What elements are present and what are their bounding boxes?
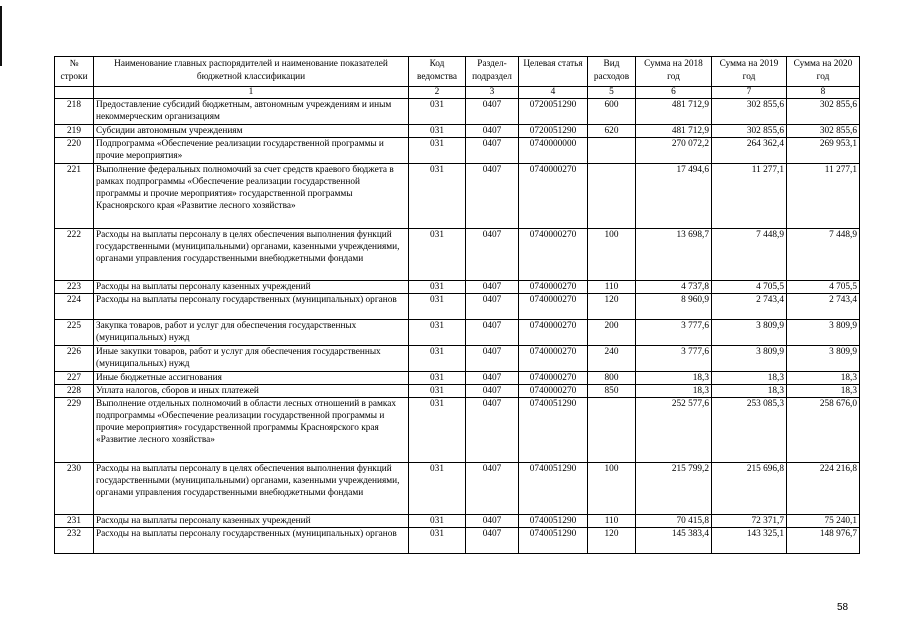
- row-dept-code: 031: [409, 138, 466, 164]
- row-sum-2018: 215 799,2: [636, 463, 712, 515]
- row-section: 0407: [466, 99, 519, 125]
- row-sum-2020: 18,3: [787, 385, 860, 398]
- row-name: Подпрограмма «Обеспечение реализации государственной программы и прочие мероприятия»: [94, 138, 409, 164]
- row-name: Расходы на выплаты персоналу государственных (муниципальных) органов: [94, 528, 409, 554]
- header-dept-code: Код ведомства: [409, 57, 466, 87]
- row-sum-2018: 4 737,8: [636, 281, 712, 294]
- row-target-article: 0740000270: [519, 294, 588, 320]
- row-dept-code: 031: [409, 320, 466, 346]
- row-section: 0407: [466, 398, 519, 463]
- table-row: [55, 463, 860, 515]
- row-dept-code: 031: [409, 229, 466, 281]
- row-sum-2019: 302 855,6: [712, 99, 787, 125]
- row-target-article: 0720051290: [519, 125, 588, 138]
- row-name: Расходы на выплаты персоналу в целях обеспечения выполнения функций государственными (муниципальными) органами, казенными учреждениями, органами управления государственными внебюджетными фондами: [94, 463, 409, 515]
- table-header: [55, 57, 860, 99]
- row-target-article: 0740051290: [519, 528, 588, 554]
- row-name: Субсидии автономным учреждениям: [94, 125, 409, 138]
- row-number: 226: [55, 346, 94, 372]
- row-expense-type: 620: [588, 125, 636, 138]
- row-number: 219: [55, 125, 94, 138]
- row-name: Предоставление субсидий бюджетным, автономным учреждениям и иным некоммерческим организациям: [94, 99, 409, 125]
- row-number: 224: [55, 294, 94, 320]
- row-section: 0407: [466, 281, 519, 294]
- header-target-article: Целевая статья: [519, 57, 588, 87]
- header-row: [55, 57, 860, 87]
- row-number: 225: [55, 320, 94, 346]
- header-row-number: № строки: [55, 57, 94, 87]
- row-name: Выполнение федеральных полномочий за счет средств краевого бюджета в рамках подпрограммы «Обеспечение реализации государственной программы и прочие мероприятия» государственной программы Красноярского края «Развитие лесного хозяйства»: [94, 164, 409, 229]
- row-dept-code: 031: [409, 281, 466, 294]
- table-row: [55, 164, 860, 229]
- row-dept-code: 031: [409, 346, 466, 372]
- table-row: [55, 229, 860, 281]
- row-name: Расходы на выплаты персоналу государственных (муниципальных) органов: [94, 294, 409, 320]
- row-expense-type: 110: [588, 281, 636, 294]
- row-section: 0407: [466, 138, 519, 164]
- row-sum-2020: 18,3: [787, 372, 860, 385]
- row-sum-2018: 17 494,6: [636, 164, 712, 229]
- row-expense-type: 100: [588, 463, 636, 515]
- row-sum-2020: 269 953,1: [787, 138, 860, 164]
- row-sum-2018: 8 960,9: [636, 294, 712, 320]
- table-row: [55, 281, 860, 294]
- row-dept-code: 031: [409, 398, 466, 463]
- row-number: 232: [55, 528, 94, 554]
- row-number: 228: [55, 385, 94, 398]
- row-dept-code: 031: [409, 385, 466, 398]
- table-row: [55, 99, 860, 125]
- table-row: [55, 528, 860, 554]
- row-expense-type: 850: [588, 385, 636, 398]
- row-dept-code: 031: [409, 99, 466, 125]
- row-number: 230: [55, 463, 94, 515]
- row-number: 218: [55, 99, 94, 125]
- header-sum-2019: Сумма на 2019 год: [712, 57, 787, 87]
- row-sum-2019: 18,3: [712, 385, 787, 398]
- row-expense-type: [588, 138, 636, 164]
- row-expense-type: 120: [588, 294, 636, 320]
- row-expense-type: 240: [588, 346, 636, 372]
- row-dept-code: 031: [409, 372, 466, 385]
- row-expense-type: [588, 398, 636, 463]
- row-name: Иные бюджетные ассигнования: [94, 372, 409, 385]
- row-sum-2019: 253 085,3: [712, 398, 787, 463]
- row-number: 220: [55, 138, 94, 164]
- row-sum-2018: 270 072,2: [636, 138, 712, 164]
- header-sum-2018: Сумма на 2018 год: [636, 57, 712, 87]
- row-sum-2020: 2 743,4: [787, 294, 860, 320]
- row-expense-type: 600: [588, 99, 636, 125]
- row-section: 0407: [466, 463, 519, 515]
- row-expense-type: 100: [588, 229, 636, 281]
- column-number: 1: [94, 87, 409, 99]
- row-sum-2020: 148 976,7: [787, 528, 860, 554]
- row-name: Расходы на выплаты персоналу в целях обеспечения выполнения функций государственными (муниципальными) органами, казенными учреждениями, органами управления государственными внебюджетными фондами: [94, 229, 409, 281]
- table-row: [55, 515, 860, 528]
- row-sum-2019: 4 705,5: [712, 281, 787, 294]
- column-number: 4: [519, 87, 588, 99]
- row-name: Расходы на выплаты персоналу казенных учреждений: [94, 515, 409, 528]
- row-sum-2018: 3 777,6: [636, 346, 712, 372]
- row-name: Закупка товаров, работ и услуг для обеспечения государственных (муниципальных) нужд: [94, 320, 409, 346]
- row-target-article: 0740000270: [519, 229, 588, 281]
- row-section: 0407: [466, 372, 519, 385]
- row-section: 0407: [466, 125, 519, 138]
- row-name: Иные закупки товаров, работ и услуг для обеспечения государственных (муниципальных) нужд: [94, 346, 409, 372]
- row-section: 0407: [466, 346, 519, 372]
- row-expense-type: 120: [588, 528, 636, 554]
- row-section: 0407: [466, 294, 519, 320]
- column-number: 3: [466, 87, 519, 99]
- row-target-article: 0740000000: [519, 138, 588, 164]
- row-sum-2020: 75 240,1: [787, 515, 860, 528]
- row-sum-2019: 302 855,6: [712, 125, 787, 138]
- row-sum-2020: 3 809,9: [787, 320, 860, 346]
- table-row: [55, 398, 860, 463]
- table-row: [55, 346, 860, 372]
- row-sum-2019: 72 371,7: [712, 515, 787, 528]
- table-row: [55, 320, 860, 346]
- table-row: [55, 138, 860, 164]
- row-sum-2020: 302 855,6: [787, 99, 860, 125]
- row-number: 222: [55, 229, 94, 281]
- row-sum-2020: 4 705,5: [787, 281, 860, 294]
- row-expense-type: 200: [588, 320, 636, 346]
- row-sum-2018: 13 698,7: [636, 229, 712, 281]
- row-section: 0407: [466, 385, 519, 398]
- row-sum-2019: 2 743,4: [712, 294, 787, 320]
- row-target-article: 0720051290: [519, 99, 588, 125]
- column-number: 5: [588, 87, 636, 99]
- row-number: 223: [55, 281, 94, 294]
- table-row: [55, 372, 860, 385]
- row-sum-2020: 3 809,9: [787, 346, 860, 372]
- row-target-article: 0740000270: [519, 320, 588, 346]
- column-number: 2: [409, 87, 466, 99]
- column-number: 6: [636, 87, 712, 99]
- page-number: 58: [837, 602, 849, 613]
- header-name: Наименование главных распорядителей и наименование показателей бюджетной классификации: [94, 57, 409, 87]
- row-target-article: 0740000270: [519, 372, 588, 385]
- row-expense-type: 110: [588, 515, 636, 528]
- row-dept-code: 031: [409, 294, 466, 320]
- table-row: [55, 385, 860, 398]
- row-target-article: 0740000270: [519, 281, 588, 294]
- row-sum-2018: 70 415,8: [636, 515, 712, 528]
- row-section: 0407: [466, 164, 519, 229]
- row-target-article: 0740000270: [519, 164, 588, 229]
- row-sum-2019: 215 696,8: [712, 463, 787, 515]
- column-number: 8: [787, 87, 860, 99]
- row-dept-code: 031: [409, 515, 466, 528]
- row-sum-2019: 3 809,9: [712, 346, 787, 372]
- row-sum-2019: 7 448,9: [712, 229, 787, 281]
- table-row: [55, 125, 860, 138]
- row-target-article: 0740000270: [519, 346, 588, 372]
- row-number: 221: [55, 164, 94, 229]
- row-number: 227: [55, 372, 94, 385]
- row-name: Расходы на выплаты персоналу казенных учреждений: [94, 281, 409, 294]
- row-expense-type: [588, 164, 636, 229]
- row-sum-2019: 3 809,9: [712, 320, 787, 346]
- row-target-article: 0740051290: [519, 463, 588, 515]
- row-sum-2020: 302 855,6: [787, 125, 860, 138]
- row-dept-code: 031: [409, 125, 466, 138]
- budget-table: [54, 56, 860, 554]
- column-number: [55, 87, 94, 99]
- row-sum-2018: 481 712,9: [636, 125, 712, 138]
- row-dept-code: 031: [409, 463, 466, 515]
- row-sum-2019: 264 362,4: [712, 138, 787, 164]
- row-target-article: 0740000270: [519, 385, 588, 398]
- page-edge-mark: [0, 6, 2, 66]
- row-name: Уплата налогов, сборов и иных платежей: [94, 385, 409, 398]
- column-number-row: [55, 87, 860, 99]
- row-sum-2020: 258 676,0: [787, 398, 860, 463]
- header-sum-2020: Сумма на 2020 год: [787, 57, 860, 87]
- row-sum-2020: 11 277,1: [787, 164, 860, 229]
- row-section: 0407: [466, 515, 519, 528]
- row-sum-2018: 18,3: [636, 372, 712, 385]
- row-dept-code: 031: [409, 528, 466, 554]
- row-name: Выполнение отдельных полномочий в области лесных отношений в рамках подпрограммы «Обеспечение реализации государственной программы и прочие мероприятия» государственной программы Красноярского края «Развитие лесного хозяйства»: [94, 398, 409, 463]
- row-sum-2019: 18,3: [712, 372, 787, 385]
- column-number: 7: [712, 87, 787, 99]
- row-sum-2019: 143 325,1: [712, 528, 787, 554]
- row-number: 229: [55, 398, 94, 463]
- row-section: 0407: [466, 320, 519, 346]
- table-body: [55, 99, 860, 554]
- row-sum-2018: 145 383,4: [636, 528, 712, 554]
- header-section: Раздел-подраздел: [466, 57, 519, 87]
- row-number: 231: [55, 515, 94, 528]
- row-sum-2020: 224 216,8: [787, 463, 860, 515]
- row-sum-2018: 252 577,6: [636, 398, 712, 463]
- table-row: [55, 294, 860, 320]
- row-section: 0407: [466, 229, 519, 281]
- row-sum-2019: 11 277,1: [712, 164, 787, 229]
- row-sum-2020: 7 448,9: [787, 229, 860, 281]
- row-dept-code: 031: [409, 164, 466, 229]
- row-sum-2018: 18,3: [636, 385, 712, 398]
- row-target-article: 0740051290: [519, 515, 588, 528]
- header-expense-type: Вид расходов: [588, 57, 636, 87]
- row-section: 0407: [466, 528, 519, 554]
- row-target-article: 0740051290: [519, 398, 588, 463]
- row-sum-2018: 3 777,6: [636, 320, 712, 346]
- row-sum-2018: 481 712,9: [636, 99, 712, 125]
- row-expense-type: 800: [588, 372, 636, 385]
